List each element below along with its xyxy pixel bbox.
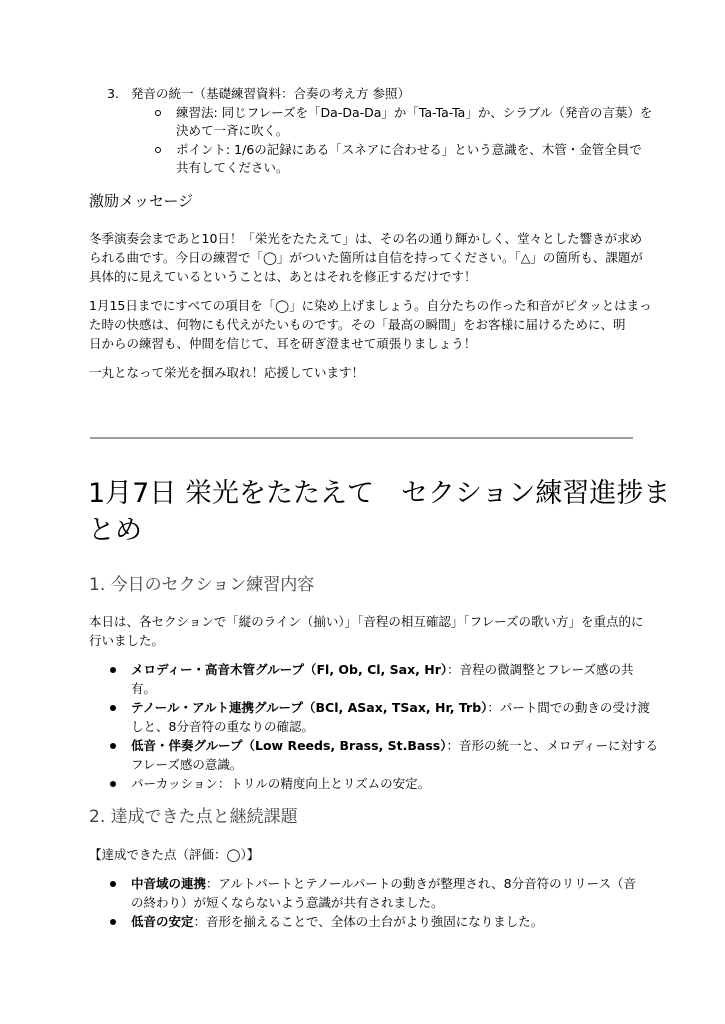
paragraph-line: 具体的に見えているということは、あとはそれを修正するだけです！: [89, 269, 477, 284]
bullet-icon: [110, 705, 116, 711]
bullet-line: [131, 660, 634, 679]
horizontal-divider: [90, 437, 633, 439]
encouragement-heading: 激励メッセージ: [89, 192, 194, 210]
paragraph-line: 行いました。: [89, 633, 165, 648]
bullet-line: [131, 698, 650, 717]
subitem-line: 決めて一斉に吹く。: [176, 123, 289, 138]
bullet-bold: パーカッション: [131, 776, 218, 791]
section-heading: 1. 今日のセクション練習内容: [89, 575, 315, 595]
paragraph-line: 一丸となって栄光を掴み取れ！応援しています！: [89, 365, 365, 380]
bullet-line: [131, 736, 658, 755]
paragraph-line: た時の快感は、何物にも代えがたいものです。その「最高の瞬間」をお客様に届けるために、明: [89, 317, 626, 332]
paragraph-line: られる曲です。今日の練習で「◯」がついた箇所は自信を持ってください。「△」の箇所も、課題が: [89, 250, 643, 265]
section-heading: 2. 達成できた点と継続課題: [89, 807, 298, 827]
bullet-rest: ：音程の微調整とフレーズ感の共: [447, 662, 634, 677]
subitem-line: 共有してください。: [176, 160, 289, 175]
subitem-line: ポイント: 1/6の記録にある「スネアに合わせる」という意識を、木管・金管全員で: [176, 142, 642, 157]
bullet-line: [131, 774, 430, 793]
sub-label: 【達成できた点（評価：◯）】: [89, 847, 260, 862]
bullet-bold: 中音域の連携: [131, 876, 207, 891]
bullet-line: [131, 874, 636, 893]
bullet-icon: [110, 667, 116, 673]
list-number: 3.: [107, 86, 119, 101]
bullet-bold: 低音・伴奏グループ（Low Reeds, Brass, St.Bass）: [131, 738, 447, 753]
document-title-line: とめ: [88, 515, 142, 546]
bullet-line: しと、8分音符の重なりの確認。: [131, 719, 314, 734]
paragraph-line: 本日は、各セクションで「縦のライン（揃い）」「音程の相互確認」「フレーズの歌い方」を重点的に: [89, 614, 644, 629]
paragraph-line: 冬季演奏会まであと10日！「栄光をたたえて」は、その名の通り輝かしく、堂々とした響きが求め: [89, 231, 643, 246]
bullet-icon: [110, 781, 116, 787]
bullet-line: の終わり）が短くならないよう意識が共有されました。: [131, 895, 444, 910]
bullet-rest: ：パート間での動きの受け渡: [487, 700, 650, 715]
bullet-rest: ：トリルの精度向上とリズムの安定。: [217, 776, 431, 791]
bullet-icon: [110, 919, 116, 925]
bullet-rest: ：音形の統一と、メロディーに対する: [446, 738, 658, 753]
bullet-bold: 低音の安定: [131, 914, 194, 929]
paragraph-line: 1月15日までにすべての項目を「◯」に染め上げましょう。自分たちの作った和音がピタッとはまっ: [89, 298, 652, 313]
bullet-line: [131, 912, 543, 931]
bullet-bold: テノール・アルト連携グループ（BCl, ASax, TSax, Hr, Trb）: [131, 700, 488, 715]
bullet-line: フレーズ感の意識。: [131, 757, 243, 772]
bullet-rest: ：アルトパートとテノールパートの動きが整理され、8分音符のリリース（音: [206, 876, 636, 891]
list-item-text: 発音の統一（基礎練習資料：合奏の考え方 参照）: [131, 86, 410, 101]
bullet-icon: [110, 743, 116, 749]
document-title-line: 1月7日 栄光をたたえて セクション練習進捗ま: [88, 478, 671, 509]
bullet-icon: [110, 881, 116, 887]
subitem-line: 練習法: 同じフレーズを「Da-Da-Da」か「Ta-Ta-Ta」か、シラブル（発音の言葉）を: [176, 105, 653, 120]
hollow-bullet-icon: [155, 110, 161, 116]
paragraph-line: 日からの練習も、仲間を信じて、耳を研ぎ澄ませて頑張りましょう！: [89, 336, 477, 351]
bullet-rest: ：音形を揃えることで、全体の土台がより強固になりました。: [193, 914, 544, 929]
bullet-line: 有。: [131, 681, 157, 696]
hollow-bullet-icon: [155, 147, 161, 153]
bullet-bold: メロディー・高音木管グループ（Fl, Ob, Cl, Sax, Hr）: [131, 662, 448, 677]
